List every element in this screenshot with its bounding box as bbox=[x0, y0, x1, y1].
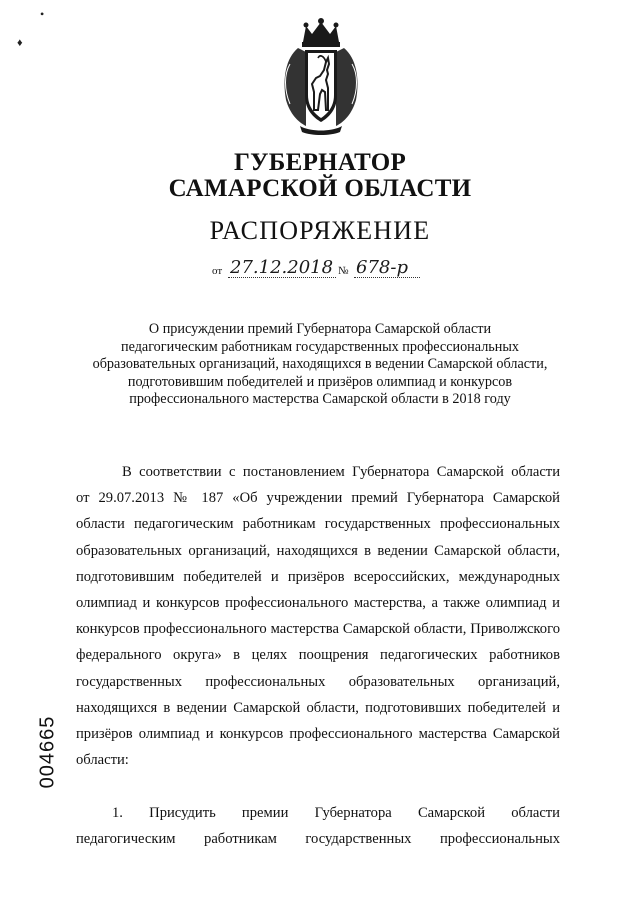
body-line: области: bbox=[76, 752, 129, 769]
title-line: О присуждении премий Губернатора Самарской области bbox=[148, 321, 492, 337]
header-governor: ГУБЕРНАТОР bbox=[233, 149, 407, 176]
handwritten-number: 678-р bbox=[354, 259, 420, 278]
item-line: 1. Присудить премии Губернатора Самарской области bbox=[112, 805, 560, 821]
body-line: В соответствии с постановлением Губернатора Самарской области bbox=[122, 464, 560, 480]
document-title bbox=[60, 321, 580, 409]
top-mark: • bbox=[40, 7, 45, 21]
body-line: подготовившим победителей и призёров всероссийских, международных bbox=[76, 568, 560, 585]
title-line: образовательных организаций, находящихся в ведении Самарской области, bbox=[92, 356, 548, 373]
preamble-paragraph bbox=[76, 459, 560, 773]
handwritten-date: 27.12.2018 bbox=[228, 259, 336, 278]
date-number-line bbox=[212, 253, 432, 281]
body-line: образовательных организаций, находящихся в ведении Самарской области, bbox=[76, 542, 560, 559]
number-label: № bbox=[338, 265, 349, 277]
document-type: РАСПОРЯЖЕНИЕ bbox=[209, 216, 431, 245]
left-mark: ♦ bbox=[17, 37, 23, 49]
header-region: САМАРСКОЙ ОБЛАСТИ bbox=[168, 175, 472, 202]
body-line: находящихся в ведении Самарской области, подготовивших победителей и bbox=[76, 699, 560, 716]
registration-number bbox=[28, 712, 68, 792]
body-line: от 29.07.2013 № 187 «Об учреждении премий Губернатора Самарской bbox=[76, 490, 560, 507]
registration-number-text: 004665 bbox=[36, 715, 59, 789]
body-line: государственных профессиональных образовательных организаций, bbox=[76, 673, 560, 690]
body-line: конкурсов профессионального мастерства Самарской области, Приволжского bbox=[76, 621, 560, 638]
title-line: педагогическим работникам государственных профессиональных bbox=[121, 338, 519, 355]
coat-of-arms-emblem bbox=[276, 18, 366, 138]
item-1-paragraph bbox=[76, 800, 560, 852]
title-line: подготовившим победителей и призёров олимпиад и конкурсов bbox=[127, 373, 513, 390]
item-line: педагогическим работникам государственных профессиональных bbox=[76, 831, 560, 848]
body-line: призёров олимпиад и конкурсов профессионального мастерства Самарской bbox=[76, 725, 560, 742]
body-line: олимпиад и конкурсов профессионального мастерства, а также олимпиад и bbox=[76, 594, 560, 611]
body-line: области педагогическим работникам государственных профессиональных bbox=[76, 516, 560, 533]
body-line: федерального округа» в целях поощрения педагогических работников bbox=[76, 647, 560, 664]
title-line: профессионального мастерства Самарской области в 2018 году bbox=[129, 391, 511, 408]
date-from-label: от bbox=[212, 265, 223, 277]
